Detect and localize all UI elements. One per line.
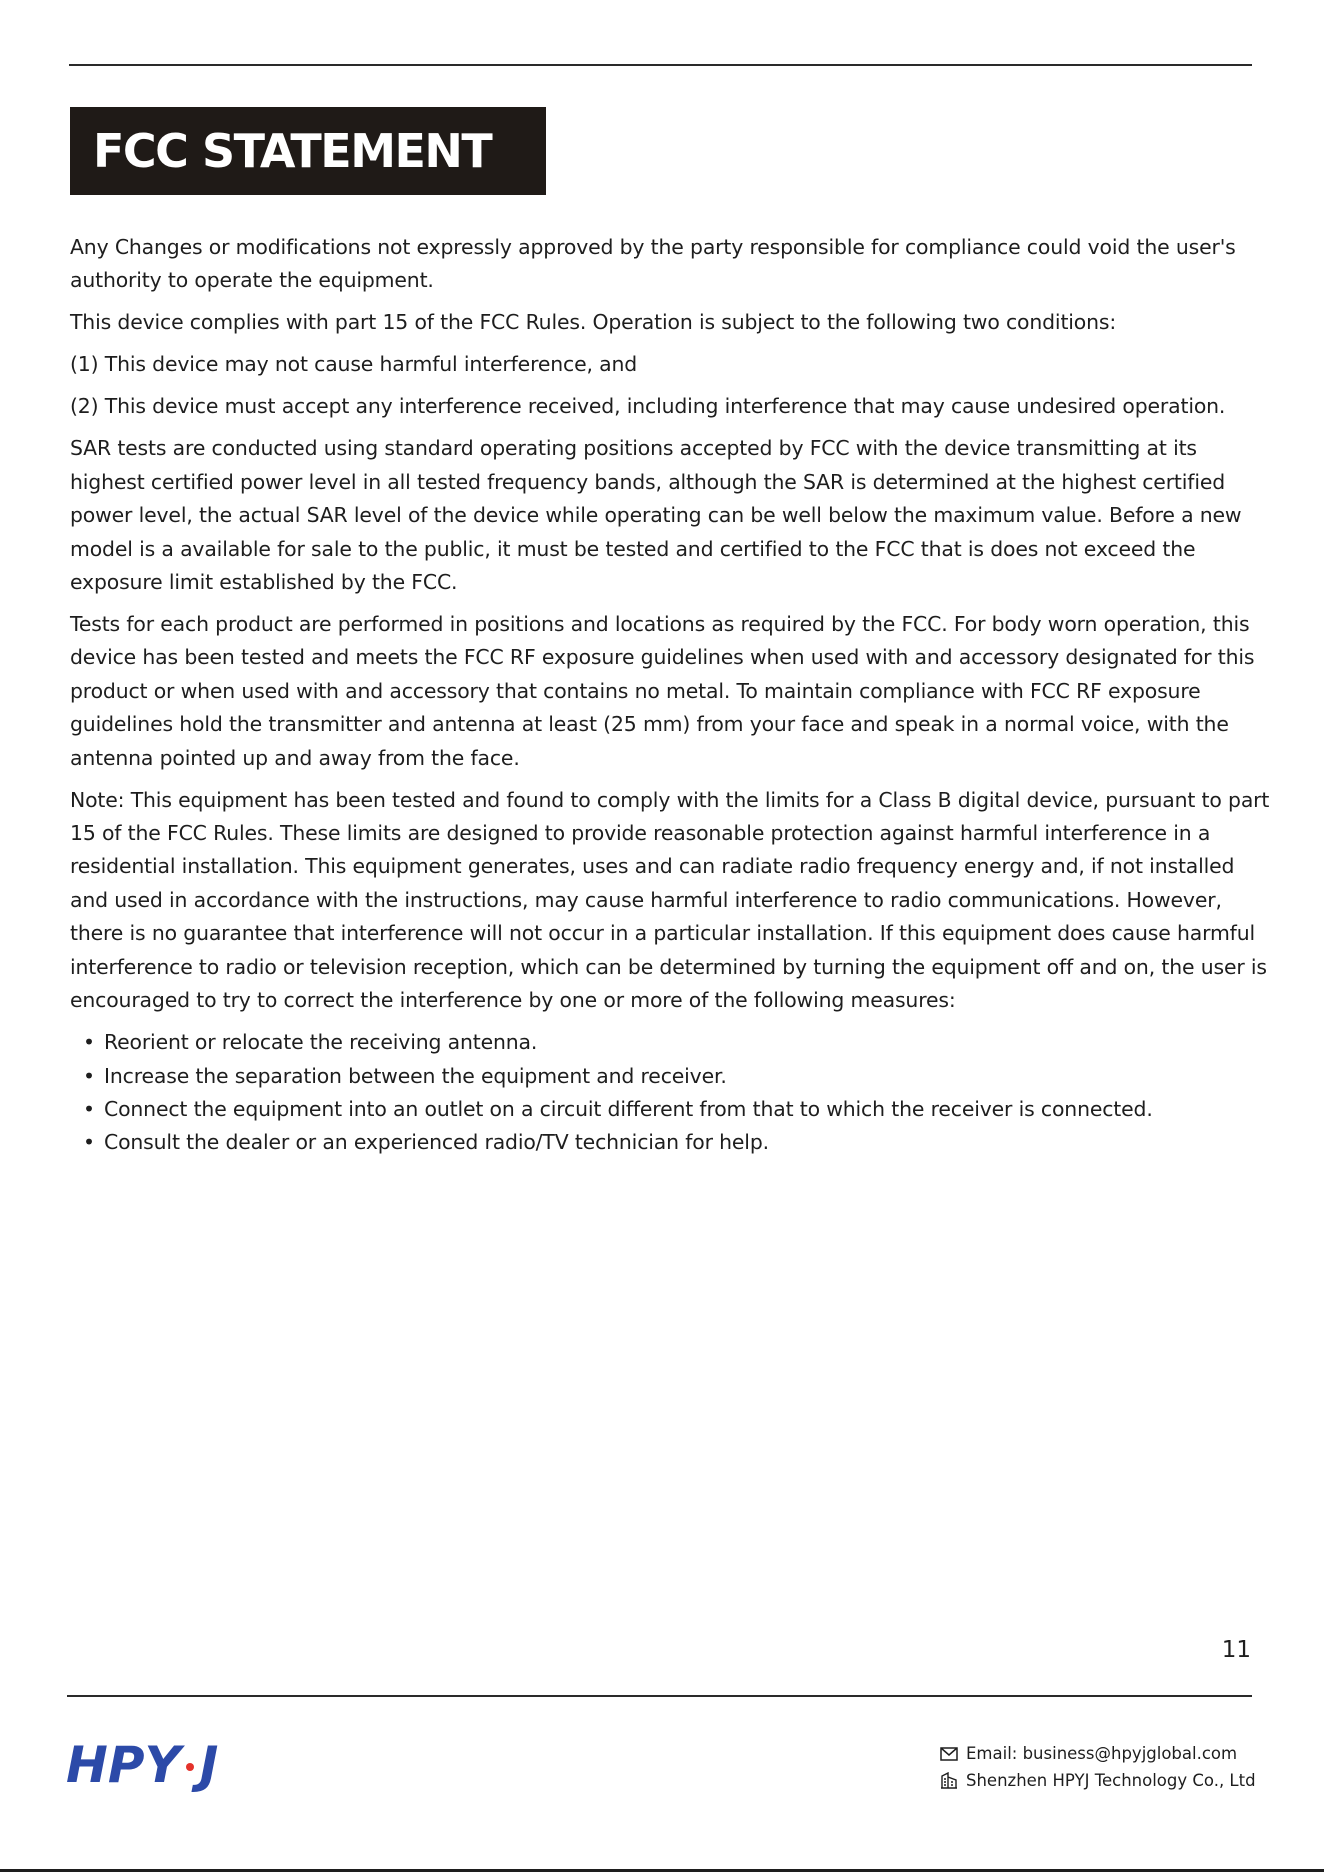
contact-info [940, 1740, 1256, 1794]
company-logo [66, 1735, 218, 1795]
paragraph-condition-2: (2) This device must accept any interference received, including interference that may cause undesired operation. [70, 394, 1226, 419]
top-divider [69, 64, 1252, 66]
list-item [70, 1126, 1270, 1159]
company-text: Shenzhen HPYJ Technology Co., Ltd [966, 1771, 1256, 1790]
email-row [940, 1740, 1256, 1767]
list-item [70, 1060, 1270, 1093]
bullet-marker: • [83, 1030, 95, 1055]
footer-divider [67, 1695, 1252, 1697]
mail-icon [940, 1747, 958, 1761]
section-title: FCC STATEMENT [93, 124, 492, 178]
email-text: Email: business@hpyjglobal.com [966, 1744, 1238, 1763]
list-item [70, 1093, 1270, 1126]
paragraph-body-worn: Tests for each product are performed in positions and locations as required by the FCC. For body worn operation, this device has been tested and meets the FCC RF exposure guidelines when used with and accessory designated for this product or when used with and accessory that contains no metal. To maintain compliance with FCC RF exposure guidelines hold the transmitter and antenna at least (25 mm) from your face and speak in a normal voice, with the antenna pointed up and away from the face. [70, 612, 1255, 770]
logo-text-left: HPY [66, 1736, 181, 1794]
section-title-box [70, 107, 546, 195]
paragraph-part15: This device complies with part 15 of the FCC Rules. Operation is subject to the following two conditions: [70, 310, 1117, 335]
bullet-marker: • [83, 1096, 95, 1121]
logo-text-right: J [199, 1736, 219, 1794]
list-item-text: Connect the equipment into an outlet on a circuit different from that to which the receiver is connected. [104, 1096, 1153, 1121]
paragraph-modifications: Any Changes or modifications not expressly approved by the party responsible for compliance could void the user's authority to operate the equipment. [70, 235, 1236, 293]
document-body [70, 231, 1270, 1160]
paragraph-sar: SAR tests are conducted using standard operating positions accepted by FCC with the device transmitting at its highest certified power level in all tested frequency bands, although the SAR is determined at the highest certified power level, the actual SAR level of the device while operating can be well below the maximum value. Before a new model is a available for sale to the public, it must be tested and certified to the FCC that is does not exceed the exposure limit established by the FCC. [70, 436, 1242, 595]
measures-list [70, 1026, 1270, 1160]
building-icon [940, 1772, 958, 1790]
bullet-marker: • [83, 1063, 95, 1088]
company-row [940, 1767, 1256, 1794]
paragraph-class-b-note: Note: This equipment has been tested and found to comply with the limits for a Class B digital device, pursuant to part 15 of the FCC Rules. These limits are designed to provide reasonable protection against harmful interference in a residential installation. This equipment generates, uses and can radiate radio frequency energy and, if not installed and used in accordance with the instructions, may cause harmful interference to radio communications. However, there is no guarantee that interference will not occur in a particular installation. If this equipment does cause harmful interference to radio or television reception, which can be determined by turning the equipment off and on, the user is encouraged to try to correct the interference by one or more of the following measures: [70, 787, 1270, 1013]
page-number: 11 [1221, 1637, 1251, 1663]
list-item-text: Increase the separation between the equipment and receiver. [104, 1063, 727, 1088]
list-item [70, 1026, 1270, 1059]
list-item-text: Consult the dealer or an experienced radio/TV technician for help. [104, 1130, 769, 1155]
logo-dot [186, 1763, 194, 1771]
bullet-marker: • [83, 1130, 95, 1155]
paragraph-condition-1: (1) This device may not cause harmful interference, and [70, 352, 638, 377]
list-item-text: Reorient or relocate the receiving antenna. [104, 1030, 538, 1055]
